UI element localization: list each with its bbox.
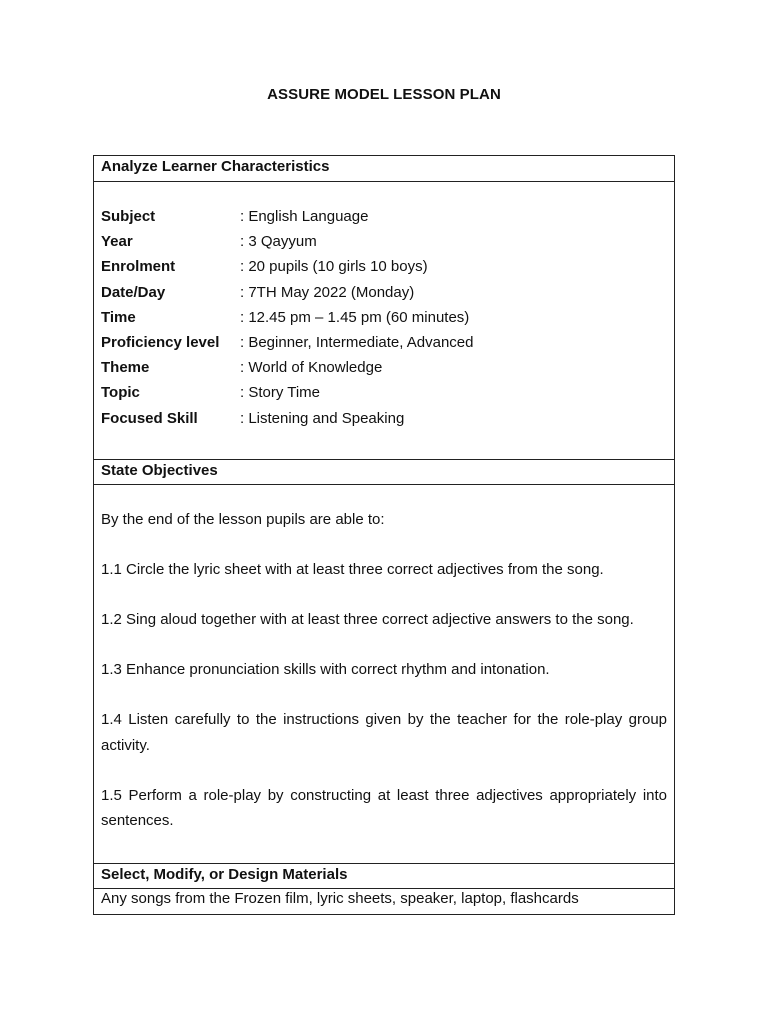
objectives-section bbox=[94, 485, 674, 863]
objective-item: 1.2 Sing aloud together with at least three correct adjective answers to the song. bbox=[101, 611, 634, 628]
objective-item: 1.4 Listen carefully to the instructions given by the teacher for the role-play group activity. bbox=[101, 711, 667, 754]
year-label: Year bbox=[101, 233, 133, 251]
enrolment-value: : 20 pupils (10 girls 10 boys) bbox=[240, 258, 428, 276]
info-row-topic bbox=[101, 380, 667, 405]
focused-skill-label: Focused Skill bbox=[101, 409, 198, 427]
time-value: : 12.45 pm – 1.45 pm (60 minutes) bbox=[240, 308, 470, 326]
proficiency-value: : Beginner, Intermediate, Advanced bbox=[240, 333, 474, 351]
materials-text: Any songs from the Frozen film, lyric sheets, speaker, laptop, flashcards bbox=[101, 890, 579, 907]
time-label: Time bbox=[101, 308, 136, 326]
subject-label: Subject bbox=[101, 208, 156, 225]
year-value: : 3 Qayyum bbox=[240, 233, 317, 251]
info-row-focused-skill bbox=[101, 406, 667, 431]
topic-value: : Story Time bbox=[240, 384, 321, 402]
info-row-theme bbox=[101, 355, 667, 380]
theme-value: : World of Knowledge bbox=[240, 359, 383, 377]
date-label: Date/Day bbox=[101, 283, 166, 301]
topic-label: Topic bbox=[101, 384, 140, 402]
objective-item: 1.3 Enhance pronunciation skills with correct rhythm and intonation. bbox=[101, 661, 550, 678]
focused-skill-value: : Listening and Speaking bbox=[240, 409, 405, 427]
theme-label: Theme bbox=[101, 359, 150, 377]
learner-section-header: Analyze Learner Characteristics bbox=[94, 156, 674, 182]
objective-item: 1.5 Perform a role-play by constructing at least three adjectives appropriately into sentences. bbox=[101, 786, 667, 829]
learner-info-section bbox=[94, 182, 674, 459]
enrolment-label: Enrolment bbox=[101, 258, 176, 276]
date-value: : 7TH May 2022 (Monday) bbox=[240, 283, 415, 301]
proficiency-label: Proficiency level bbox=[101, 333, 220, 351]
lesson-plan-table bbox=[93, 155, 675, 915]
objectives-section-header: State Objectives bbox=[94, 459, 674, 485]
info-row-subject bbox=[101, 204, 667, 229]
info-row-enrolment bbox=[101, 254, 667, 279]
document-title: ASSURE MODEL LESSON PLAN bbox=[267, 86, 501, 103]
materials-section-header: Select, Modify, or Design Materials bbox=[94, 863, 674, 889]
objective-item: 1.1 Circle the lyric sheet with at least three correct adjectives from the song. bbox=[101, 561, 604, 578]
info-row-proficiency bbox=[101, 330, 667, 355]
objectives-intro: By the end of the lesson pupils are able to: bbox=[101, 511, 385, 528]
subject-value: : English Language bbox=[240, 208, 369, 225]
info-row-time bbox=[101, 305, 667, 330]
info-row-year bbox=[101, 229, 667, 254]
info-row-date bbox=[101, 280, 667, 305]
